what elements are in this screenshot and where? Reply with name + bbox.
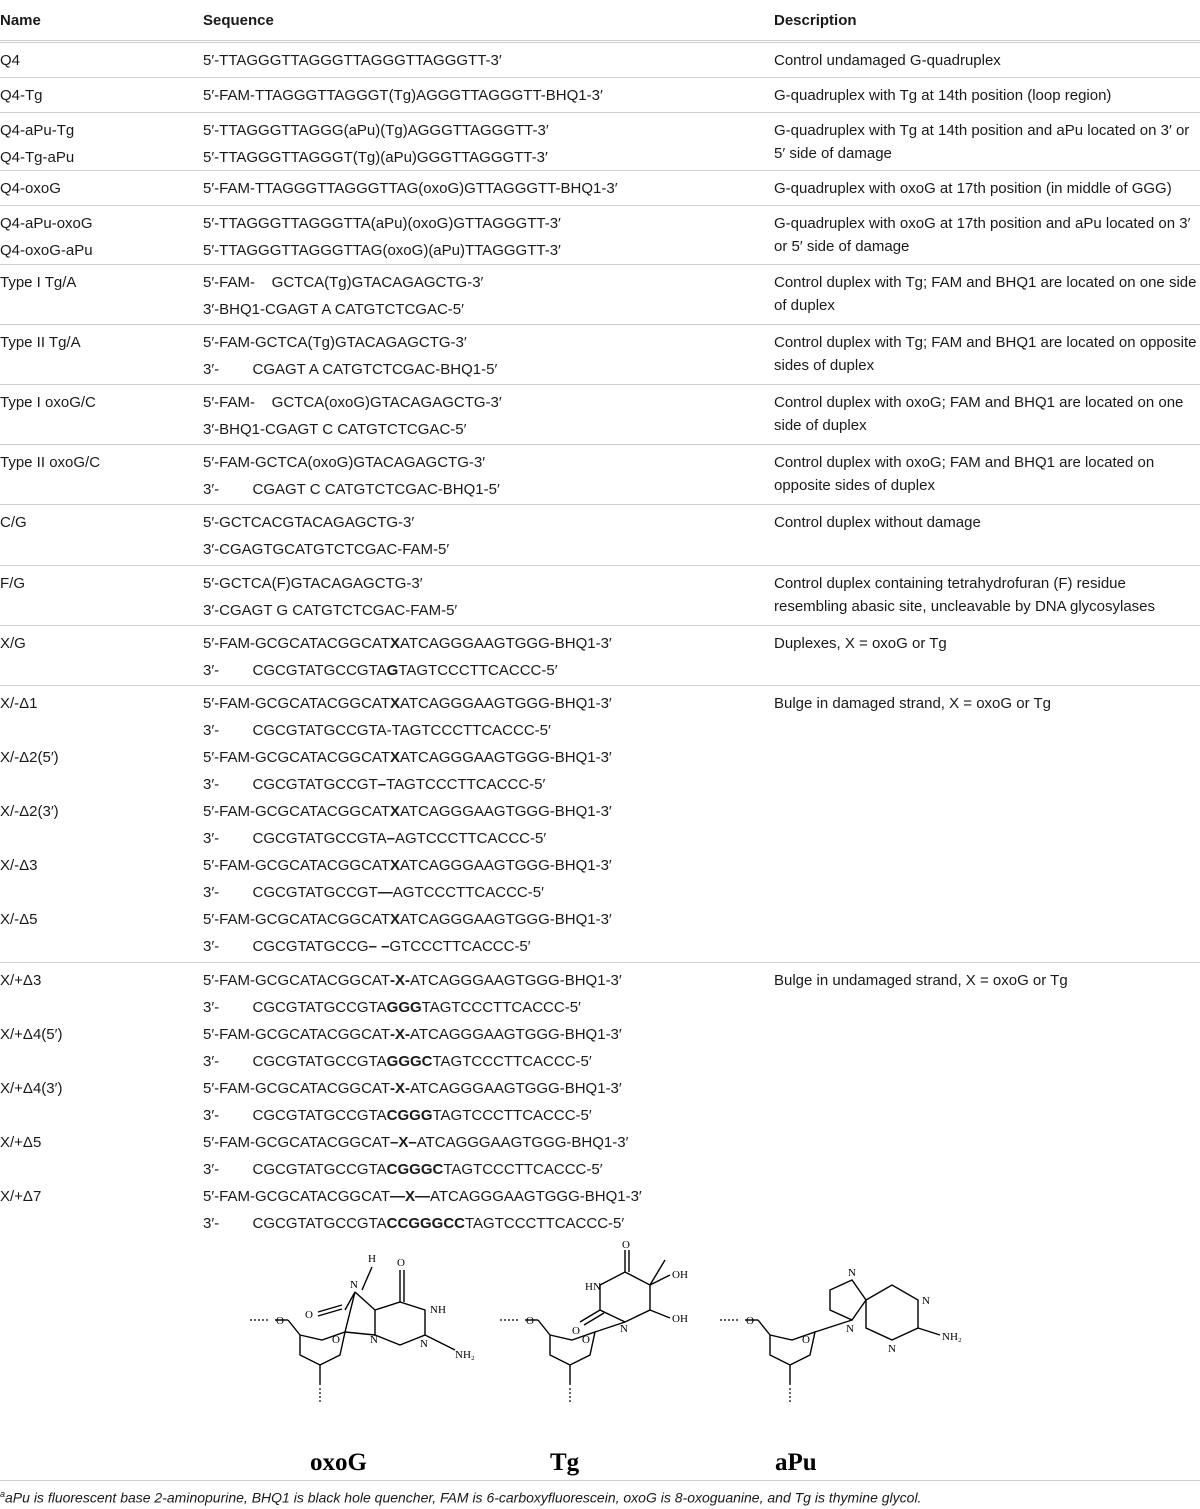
apu-atom: NH₂ <box>942 1331 962 1343</box>
oxog-atom: NH₂ <box>455 1349 475 1361</box>
oxog-atom: NH <box>430 1304 446 1316</box>
apu-label: aPu <box>775 1449 817 1476</box>
row-sequence: 5′-TTAGGGTTAGGG(aPu)(Tg)AGGGTTAGGGTT-3′ <box>203 122 549 139</box>
row-sequence: 5′-FAM-GCGCATACGGCATXATCAGGGAAGTGGG-BHQ1-3′ <box>203 803 612 820</box>
row-sequence: 3′- CGAGT C CATGTCTCGAC-BHQ1-5′ <box>203 481 500 498</box>
oxog-structure <box>275 1267 455 1385</box>
row-sequence: 5′-FAM-GCGCATACGGCATXATCAGGGAAGTGGG-BHQ1-3′ <box>203 749 612 766</box>
apu-structure <box>745 1280 940 1385</box>
row-name: X/-Δ2(3′) <box>0 803 59 820</box>
tg-label: Tg <box>550 1449 580 1476</box>
row-sequence: 3′- CGCGTATGCCGTAGTAGTCCCTTCACCC-5′ <box>203 662 558 679</box>
oxog-atom: N <box>350 1279 358 1291</box>
row-sequence: 3′-CGAGT G CATGTCTCGAC-FAM-5′ <box>203 602 458 619</box>
row-name: X/-Δ2(5′) <box>0 749 59 766</box>
column-header-sequence: Sequence <box>203 12 274 29</box>
row-description: Control duplex with Tg; FAM and BHQ1 are located on one side of duplex <box>774 274 1197 314</box>
row-name: X/+Δ7 <box>0 1188 42 1205</box>
row-name: X/-Δ1 <box>0 695 38 712</box>
tg-atom: OH <box>672 1313 688 1325</box>
row-sequence: 3′- CGCGTATGCCGT—AGTCCCTTCACCC-5′ <box>203 884 544 901</box>
row-name: F/G <box>0 575 25 592</box>
row-name: Q4-aPu-oxoG <box>0 215 93 232</box>
row-sequence: 3′-BHQ1-CGAGT C CATGTCTCGAC-5′ <box>203 421 467 438</box>
row-sequence: 5′-FAM-TTAGGGTTAGGGT(Tg)AGGGTTAGGGTT-BHQ1-3′ <box>203 87 603 104</box>
tg-atom: OH <box>672 1269 688 1281</box>
row-name: Type II oxoG/C <box>0 454 101 471</box>
row-description: Control duplex with oxoG; FAM and BHQ1 are located on one side of duplex <box>774 394 1184 434</box>
apu-atom: N <box>848 1267 856 1279</box>
table-row <box>0 77 1200 104</box>
oxog-label: oxoG <box>310 1449 367 1476</box>
row-description: Control undamaged G-quadruplex <box>774 52 1001 69</box>
row-sequence: 3′- CGCGTATGCCGTAGGGTAGTCCCTTCACCC-5′ <box>203 999 581 1016</box>
row-sequence: 5′-FAM-GCGCATACGGCAT—X—ATCAGGGAAGTGGG-BHQ1-3′ <box>203 1188 642 1205</box>
row-name: X/+Δ5 <box>0 1134 42 1151</box>
row-description: Control duplex without damage <box>774 514 981 531</box>
table-row <box>0 324 1200 378</box>
row-name: X/+Δ4(3′) <box>0 1080 63 1097</box>
row-name: X/+Δ3 <box>0 972 42 989</box>
row-name: C/G <box>0 514 27 531</box>
row-sequence: 3′- CGCGTATGCCGTA-TAGTCCCTTCACCC-5′ <box>203 722 551 739</box>
row-name: Type II Tg/A <box>0 334 81 351</box>
row-name: Type I oxoG/C <box>0 394 96 411</box>
row-description: Control duplex with oxoG; FAM and BHQ1 are located on opposite sides of duplex <box>774 454 1155 494</box>
table-row <box>0 625 1200 679</box>
row-sequence: 3′- CGCGTATGCCGT–TAGTCCCTTCACCC-5′ <box>203 776 546 793</box>
row-name: Q4-Tg <box>0 87 43 104</box>
row-sequence: 3′- CGCGTATGCCG– –GTCCCTTCACCC-5′ <box>203 938 531 955</box>
row-description: G-quadruplex with Tg at 14th position and aPu located on 3′ or 5′ side of damage <box>774 122 1190 162</box>
row-sequence: 5′-TTAGGGTTAGGGTTAG(oxoG)(aPu)TTAGGGTT-3′ <box>203 242 561 259</box>
table-row <box>0 444 1200 498</box>
row-sequence: 5′-FAM-TTAGGGTTAGGGTTAG(oxoG)GTTAGGGTT-BHQ1-3′ <box>203 180 618 197</box>
row-sequence: 5′-FAM-GCTCA(Tg)GTACAGAGCTG-3′ <box>203 334 467 351</box>
row-name: Q4-oxoG-aPu <box>0 242 93 259</box>
table-row <box>0 205 1200 259</box>
row-sequence: 3′- CGCGTATGCCGTACGGGTAGTCCCTTCACCC-5′ <box>203 1107 592 1124</box>
row-sequence: 5′-FAM-GCGCATACGGCAT-X-ATCAGGGAAGTGGG-BHQ1-3′ <box>203 1026 622 1043</box>
table-row <box>0 962 1200 1232</box>
row-sequence: 5′-GCTCA(F)GTACAGAGCTG-3′ <box>203 575 423 592</box>
apu-atom: N <box>888 1343 896 1355</box>
row-description: G-quadruplex with Tg at 14th position (loop region) <box>774 87 1112 104</box>
column-header-name: Name <box>0 12 41 29</box>
row-sequence: 5′-TTAGGGTTAGGGTTA(aPu)(oxoG)GTTAGGGTT-3′ <box>203 215 561 232</box>
row-sequence: 5′-FAM- GCTCA(Tg)GTACAGAGCTG-3′ <box>203 274 484 291</box>
row-description: Bulge in undamaged strand, X = oxoG or Tg <box>774 972 1068 989</box>
tg-atom: O <box>582 1334 590 1346</box>
row-sequence: 3′-CGAGTGCATGTCTCGAC-FAM-5′ <box>203 541 450 558</box>
row-description: G-quadruplex with oxoG at 17th position and aPu located on 3′ or 5′ side of damage <box>774 215 1191 255</box>
row-name: Q4-oxoG <box>0 180 61 197</box>
oxog-atom: O <box>397 1257 405 1269</box>
table-row <box>0 685 1200 955</box>
oxog-atom: H <box>368 1253 376 1265</box>
apu-atom: O <box>746 1315 754 1327</box>
row-sequence: 3′- CGCGTATGCCGTA–AGTCCCTTCACCC-5′ <box>203 830 547 847</box>
table-header <box>0 0 1200 41</box>
row-sequence: 3′- CGCGTATGCCGTAGGGCTAGTCCCTTCACCC-5′ <box>203 1053 592 1070</box>
row-name: X/G <box>0 635 26 652</box>
chemical-structures <box>0 1240 1200 1480</box>
table-row <box>0 565 1200 619</box>
oxog-atom: N <box>370 1334 378 1346</box>
row-sequence: 5′-FAM-GCGCATACGGCATXATCAGGGAAGTGGG-BHQ1-3′ <box>203 857 612 874</box>
oxog-atom: O <box>305 1309 313 1321</box>
row-sequence: 5′-FAM-GCTCA(oxoG)GTACAGAGCTG-3′ <box>203 454 486 471</box>
row-sequence: 5′-FAM-GCGCATACGGCAT–X–ATCAGGGAAGTGGG-BHQ1-3′ <box>203 1134 629 1151</box>
table-row <box>0 42 1200 69</box>
row-sequence: 5′-TTAGGGTTAGGGT(Tg)(aPu)GGGTTAGGGTT-3′ <box>203 149 548 166</box>
row-sequence: 3′- CGAGT A CATGTCTCGAC-BHQ1-5′ <box>203 361 498 378</box>
row-name: X/-Δ5 <box>0 911 38 928</box>
footnote-marker: a <box>0 1489 6 1499</box>
apu-atom: N <box>922 1295 930 1307</box>
row-description: G-quadruplex with oxoG at 17th position (in middle of GGG) <box>774 180 1172 197</box>
tg-atom: O <box>526 1315 534 1327</box>
tg-atom: O <box>622 1240 630 1251</box>
footnote-body: aPu is fluorescent base 2-aminopurine, BHQ1 is black hole quencher, FAM is 6-carboxyfluorescein, oxoG is 8-oxoguanine, and Tg is thymine glycol. <box>5 1489 922 1506</box>
row-name: Q4-Tg-aPu <box>0 149 75 166</box>
row-name: Q4 <box>0 52 21 69</box>
row-sequence: 5′-FAM-GCGCATACGGCATXATCAGGGAAGTGGG-BHQ1-3′ <box>203 635 612 652</box>
row-sequence: 3′- CGCGTATGCCGTACGGGCTAGTCCCTTCACCC-5′ <box>203 1161 603 1178</box>
row-sequence: 3′- CGCGTATGCCGTACCGGGCCTAGTCCCTTCACCC-5′ <box>203 1215 625 1232</box>
footnote <box>0 1480 1200 1509</box>
row-name: X/-Δ3 <box>0 857 38 874</box>
row-description: Control duplex containing tetrahydrofuran (F) residue resembling abasic site, uncleavable by DNA glycosylases <box>774 575 1156 615</box>
oxog-atom: N <box>420 1338 428 1350</box>
row-sequence: 5′-FAM-GCGCATACGGCATXATCAGGGAAGTGGG-BHQ1-3′ <box>203 695 612 712</box>
row-sequence: 5′-FAM-GCGCATACGGCAT-X-ATCAGGGAAGTGGG-BHQ1-3′ <box>203 972 622 989</box>
row-name: Q4-aPu-Tg <box>0 122 75 139</box>
row-sequence: 3′-BHQ1-CGAGT A CATGTCTCGAC-5′ <box>203 301 464 318</box>
row-description: Duplexes, X = oxoG or Tg <box>774 635 947 652</box>
row-sequence: 5′-TTAGGGTTAGGGTTAGGGTTAGGGTT-3′ <box>203 52 502 69</box>
tg-atom: N <box>620 1323 628 1335</box>
table-row <box>0 384 1200 438</box>
oxog-atom: O <box>276 1315 284 1327</box>
tg-atom: O <box>572 1325 580 1337</box>
row-description: Bulge in damaged strand, X = oxoG or Tg <box>774 695 1051 712</box>
row-sequence: 5′-FAM- GCTCA(oxoG)GTACAGAGCTG-3′ <box>203 394 502 411</box>
column-header-description: Description <box>774 12 857 29</box>
table-row <box>0 170 1200 197</box>
apu-atom: N <box>846 1323 854 1335</box>
table-row <box>0 504 1200 558</box>
oxog-atom: O <box>332 1334 340 1346</box>
row-sequence: 5′-FAM-GCGCATACGGCAT-X-ATCAGGGAAGTGGG-BHQ1-3′ <box>203 1080 622 1097</box>
row-sequence: 5′-FAM-GCGCATACGGCATXATCAGGGAAGTGGG-BHQ1-3′ <box>203 911 612 928</box>
row-name: X/+Δ4(5′) <box>0 1026 63 1043</box>
structures-figure <box>0 1240 1200 1480</box>
tg-structure <box>525 1250 670 1385</box>
row-description: Control duplex with Tg; FAM and BHQ1 are located on opposite sides of duplex <box>774 334 1197 374</box>
row-name: Type I Tg/A <box>0 274 77 291</box>
row-sequence: 5′-GCTCACGTACAGAGCTG-3′ <box>203 514 415 531</box>
table-row <box>0 112 1200 166</box>
footnote-text <box>0 1489 921 1506</box>
tg-atom: HN <box>585 1281 601 1293</box>
apu-atom: O <box>802 1334 810 1346</box>
table-row <box>0 264 1200 318</box>
